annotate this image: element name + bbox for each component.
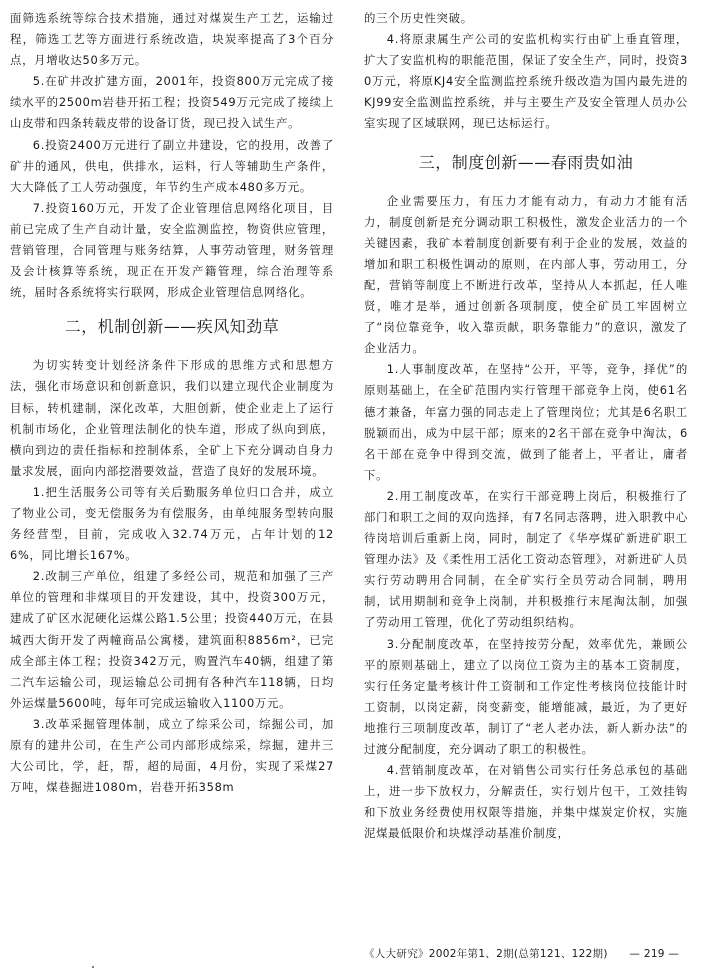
paragraph: 1.把生活服务公司等有关后勤服务单位归口合并，成立了物业公司，变无偿服务为有偿服务，由单纯服务型转向服务经营型，目前，完成收入32.74万元，占年计划的126%，同比增长167%。 <box>10 484 334 563</box>
page-number: — 219 — <box>629 948 680 960</box>
paragraph: 7.投资160万元，开发了企业管理信息网络化项目，目前已完成了生产自动计量，安全监测监控，物资供应管理，营销管理，合同管理与账务结算，人事劳动管理，财务管理及会计核算等系统，现正在开发产籍管理，综合治理等系统，届时各系统将实行联网，形成企业管理信息网络化。 <box>10 200 334 300</box>
paragraph: 6.投资2400万元进行了副立井建设，它的投用，改善了矿井的通风，供电，供排水，运料，行人等辅助生产条件，大大降低了工人劳动强度，年节约生产成本480多万元。 <box>10 137 334 194</box>
paragraph: 1.人事制度改革，在坚持“公开，平等，竞争，择优”的原则基础上，在全矿范围内实行管理干部竞争上岗，使61名德才兼备，年富力强的同志走上了管理岗位；尤其是6名职工脱颖而出，成为中层干部；原来的2名干部在竞争中淘汰，6名干部在竞争中得到交流，做到了能者上，平者让，庸者下。 <box>364 362 688 482</box>
paragraph: 面筛选系统等综合技术措施，通过对煤炭生产工艺，运输过程，筛选工艺等方面进行系统改造，块炭率提高了3个百分点，月增收达50多万元。 <box>10 11 334 68</box>
right-column <box>364 8 688 844</box>
paragraph: 5.在矿井改扩建方面，2001年，投资800万元完成了接续水平的2500m岩巷开拓工程；投资549万元完成了接续上山皮带和四条转载皮带的设备订货，现已投入试生产。 <box>10 74 334 131</box>
paragraph: 的三个历史性突破。 <box>364 11 473 25</box>
section-heading: 三，制度创新——春雨贵如油 <box>418 152 634 172</box>
paragraph: 2.改制三产单位，组建了多经公司，规范和加强了三产单位的管理和非煤项目的开发建设，其中，投资300万元，建成了矿区水泥硬化运煤公路1.5公里；投资440万元，在县城西大街开发了两幢商品公寓楼，建筑面积8856m²，已完成全部主体工程；投资342万元，购置汽车40辆，组建了第二汽车运输公司，现运输总公司拥有各种汽车118辆，日均外运煤量5600吨，每年可完成运输收入1100万元。 <box>10 569 334 710</box>
section-heading: 二，机制创新——疾风知劲草 <box>64 317 280 337</box>
journal-citation: 《人大研究》2002年第1、2期(总第121、122期) <box>364 948 608 960</box>
paragraph: 3.分配制度改革，在坚持按劳分配，效率优先，兼顾公平的原则基础上，建立了以岗位工资为主的基本工资制度，实行任务定量考核计件工资制和工作定性考核岗位技能计时工资制，以岗定薪，岗变薪变，能增能减，最近，为了更好地推行三项制度改革，制订了“老人老办法，新人新办法”的过渡分配制度，充分调动了职工的积极性。 <box>364 636 688 756</box>
page-footer <box>364 946 704 961</box>
left-column <box>10 8 334 798</box>
paragraph: 4.将原隶属生产公司的安监机构实行由矿上垂直管理，扩大了安监机构的职能范围，保证了安全生产，同时，投资30万元，将原KJ4安全监测监控系统升级改造为国内最先进的KJ99安全监测监控系统，并与主要生产及安全管理人员办公室实现了区域联网，现已达标运行。 <box>364 32 688 131</box>
paragraph: 4.营销制度改革，在对销售公司实行任务总承包的基础上，进一步下放权力，分解责任，实行划片包干，工效挂钩和下放业务经费使用权限等措施，并集中煤炭定价权，实施泥煤最低限价和块煤浮动基准价制度， <box>364 763 688 841</box>
paragraph: 为切实转变计划经济条件下形成的思维方式和思想方法，强化市场意识和创新意识，我们以建立现代企业制度为目标，转机建制，深化改革，大胆创新，使企业走上了运行机制市场化，企业管理法制化的快车道，形成了纵向到底，横向到边的责任指标和控制体系，全矿上下充分调动自身力量求发展，面向内部挖潜要效益，营造了良好的发展环境。 <box>10 358 334 478</box>
paragraph: 2.用工制度改革，在实行干部竞聘上岗后，积极推行了部门和职工之间的双向选择，有7名同志落聘，进入职教中心待岗培训后重新上岗，同时，制定了《华亭煤矿新进矿职工管理办法》及《柔性用工活化工资动态管理》，对新进矿人员实行劳动聘用合同制，在全矿实行全员劳动合同制，聘用制，试用期制和竞争上岗制，并积极推行末尾淘汰制，加强了劳动用工管理，优化了劳动组织结构。 <box>364 488 688 630</box>
scan-speck <box>92 966 94 968</box>
paragraph: 3.改革采掘管理体制，成立了综采公司，综掘公司，加原有的建井公司，在生产公司内部形成综采，综掘，建井三大公司比，学，赶，帮，超的局面，4月份，实现了采煤27万吨，煤巷掘进1080m，岩巷开拓358m <box>10 716 334 795</box>
paragraph: 企业需要压力，有压力才能有动力，有动力才能有活力，制度创新是充分调动职工积极性，激发企业活力的一个关键因素，我矿本着制度创新要有利于企业的发展，效益的增加和职工积极性调动的原则，在内部人事，劳动用工，分配，营销等制度上不断进行改革，坚持从人本抓起，任人唯贤，唯才是举，通过创新各项制度，使全矿员工牢固树立了“岗位靠竞争，收入靠贡献，职务靠能力”的意识，激发了企业活力。 <box>364 193 688 356</box>
